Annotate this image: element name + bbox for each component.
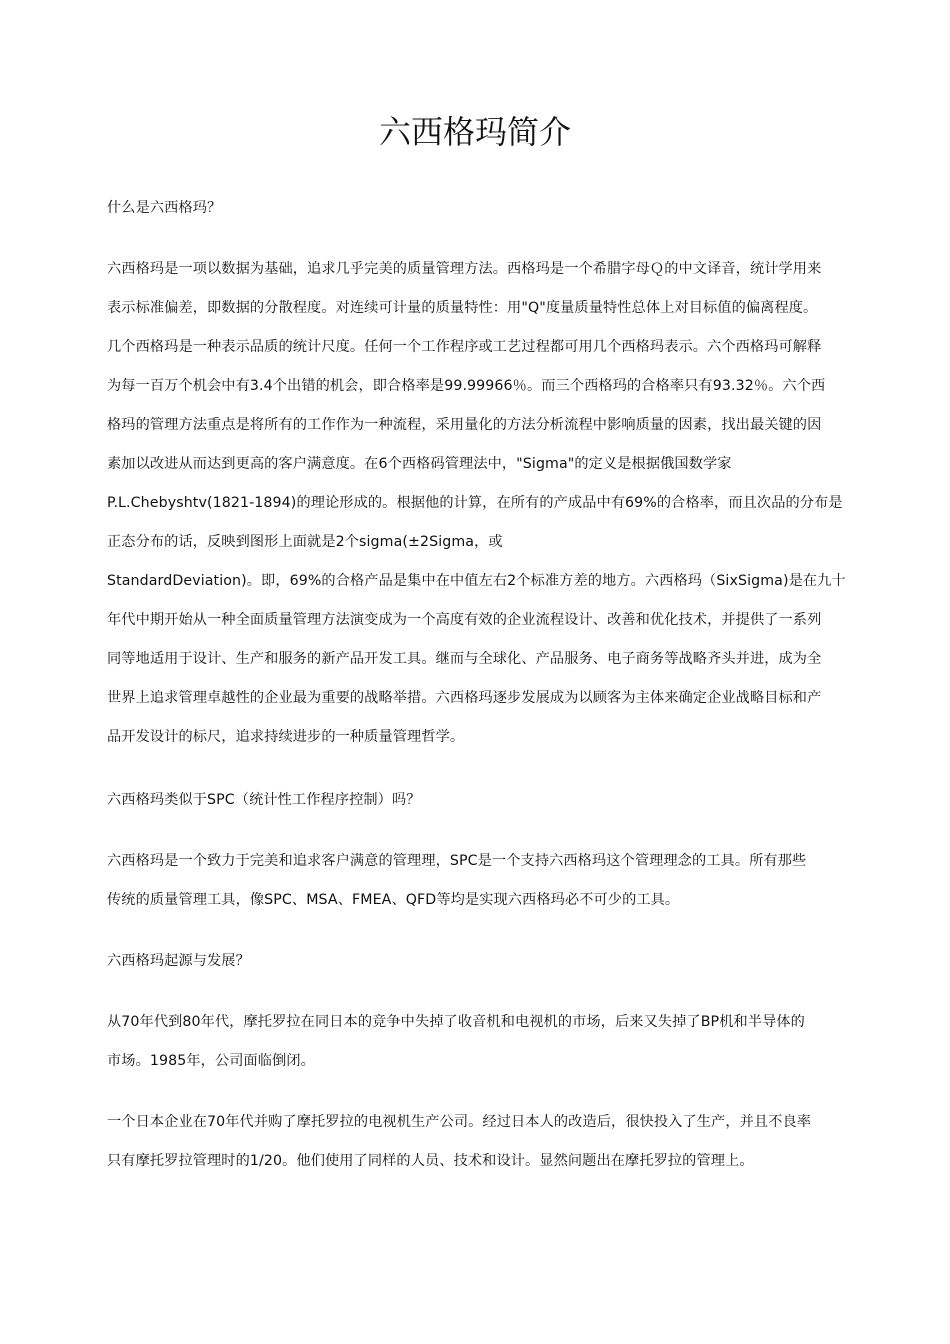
- paragraph-line: 传统的质量管理工具，像SPC、MSA、FMEA、QFD等均是实现六西格玛必不可少的工具。: [107, 892, 680, 908]
- paragraph-line: 品开发设计的标尺，追求持续进步的一种质量管理哲学。: [107, 729, 465, 745]
- paragraph-line: P.L.Chebyshtv(1821-1894)的理论形成的。根据他的计算，在所有的产成品中有69%的合格率，而且次品的分布是: [107, 495, 843, 511]
- document-title: 六西格玛简介: [378, 113, 571, 151]
- paragraph-line: StandardDeviation)。即，69%的合格产品是集中在中值左右2个标准方差的地方。六西格玛（SixSigma)是在九十: [107, 573, 846, 589]
- paragraph-line: 同等地适用于设计、生产和服务的新产品开发工具。继而与全球化、产品服务、电子商务等战略齐头并进，成为全: [107, 651, 822, 667]
- paragraph-line: 素加以改进从而达到更高的客户满意度。在6个西格码管理法中，"Sigma"的定义是根据俄国数学家: [107, 456, 732, 472]
- paragraph-line: 几个西格玛是一种表示品质的统计尺度。任何一个工作程序或工艺过程都可用几个西格玛表示。六个西格玛可解释: [107, 339, 822, 355]
- paragraph-line: 世界上追求管理卓越性的企业最为重要的战略举措。六西格玛逐步发展成为以顾客为主体来确定企业战略目标和产: [107, 690, 822, 706]
- paragraph-line: 表示标准偏差，即数据的分散程度。对连续可计量的质量特性：用"Q"度量质量特性总体上对目标值的偏离程度。: [107, 300, 818, 316]
- paragraph-line: 只有摩托罗拉管理时的1/20。他们使用了同样的人员、技术和设计。显然问题出在摩托罗拉的管理上。: [107, 1153, 754, 1169]
- paragraph-line: 市场。1985年，公司面临倒闭。: [107, 1053, 315, 1069]
- paragraph-line: 为每一百万个机会中有3.4个出错的机会，即合格率是99.99966％。而三个西格玛的合格率只有93.32％。六个西: [107, 378, 826, 394]
- heading-origin-development: 六西格玛起源与发展？: [107, 953, 250, 969]
- paragraph-line: 六西格玛是一个致力于完美和追求客户满意的管理理，SPC是一个支持六西格玛这个管理理念的工具。所有那些: [107, 853, 807, 869]
- paragraph-line: 从70年代到80年代，摩托罗拉在同日本的竞争中失掉了收音机和电视机的市场，后来又失掉了BP机和半导体的: [107, 1014, 805, 1030]
- heading-what-is-six-sigma: 什么是六西格玛？: [107, 200, 222, 216]
- paragraph-line: 格玛的管理方法重点是将所有的工作作为一种流程，采用量化的方法分析流程中影响质量的因素，找出最关键的因: [107, 417, 822, 433]
- paragraph-line: 一个日本企业在70年代并购了摩托罗拉的电视机生产公司。经过日本人的改造后，很快投入了生产，并且不良率: [107, 1114, 812, 1130]
- paragraph-line: 六西格玛是一项以数据为基础，追求几乎完美的质量管理方法。西格玛是一个希腊字母Ｑ的中文译音，统计学用来: [107, 261, 822, 277]
- paragraph-line: 正态分布的话，反映到图形上面就是2个sigma(±2Sigma，或: [107, 534, 503, 550]
- heading-spc-question: 六西格玛类似于SPC（统计性工作程序控制）吗？: [107, 792, 421, 808]
- paragraph-line: 年代中期开始从一种全面质量管理方法演变成为一个高度有效的企业流程设计、改善和优化技术，并提供了一系列: [107, 612, 822, 628]
